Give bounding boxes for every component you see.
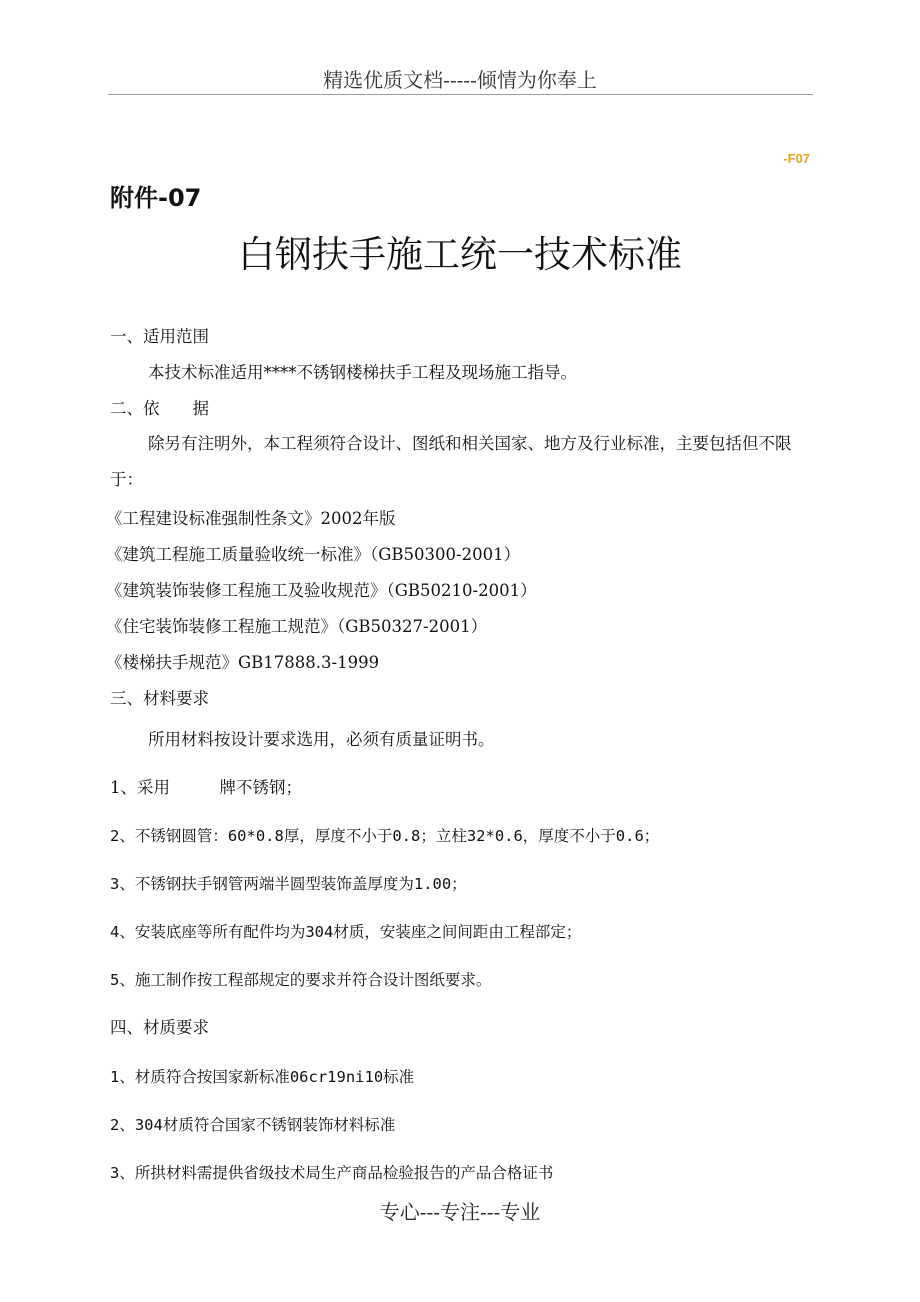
- reference-item: 《工程建设标准强制性条文》2002年版: [106, 509, 396, 528]
- reference-item: 《楼梯扶手规范》GB17888.3-1999: [106, 653, 380, 672]
- section-1-body: 本技术标准适用****不锈钢楼梯扶手工程及现场施工指导。: [148, 363, 577, 382]
- reference-item: 《住宅装饰装修工程施工规范》（GB50327-2001）: [106, 617, 488, 636]
- section-1-heading: 一、适用范围: [110, 327, 209, 346]
- material-item: 3、不锈钢扶手钢管两端半圆型装饰盖厚度为1.00；: [110, 875, 467, 893]
- section-2-heading: 二、依 据: [110, 399, 209, 418]
- section-2-body: 除另有注明外，本工程须符合设计、图纸和相关国家、地方及行业标准，主要包括但不限于：: [110, 434, 792, 489]
- reference-item: 《建筑装饰装修工程施工及验收规范》（GB50210-2001）: [106, 581, 537, 600]
- page-header: 精选优质文档-----倾情为你奉上: [323, 68, 597, 92]
- material-item: 4、安装底座等所有配件均为304材质，安装座之间间距由工程部定；: [110, 923, 582, 941]
- material-item: 1、采用 牌不锈钢；: [110, 778, 302, 797]
- attachment-label: 附件-07: [110, 184, 202, 212]
- section-3-body: 所用材料按设计要求选用，必须有质量证明书。: [148, 730, 495, 749]
- document-code: -F07: [783, 151, 810, 166]
- page-footer: 专心---专注---专业: [379, 1200, 541, 1224]
- quality-item: 2、304材质符合国家不锈钢装饰材料标准: [110, 1116, 396, 1134]
- quality-item: 3、所拱材料需提供省级技术局生产商品检验报告的产品合格证书: [110, 1164, 554, 1182]
- document-title: 白钢扶手施工统一技术标准: [238, 233, 682, 276]
- reference-item: 《建筑工程施工质量验收统一标准》（GB50300-2001）: [106, 545, 521, 564]
- material-item: 5、施工制作按工程部规定的要求并符合设计图纸要求。: [110, 971, 492, 989]
- section-4-heading: 四、材质要求: [110, 1018, 209, 1037]
- quality-item: 1、材质符合按国家新标准06cr19ni10标准: [110, 1068, 415, 1086]
- section-3-heading: 三、材料要求: [110, 689, 209, 708]
- header-divider: [108, 94, 813, 95]
- material-item: 2、不锈钢圆管：60*0.8厚，厚度不小于0.8；立柱32*0.6，厚度不小于0.6；: [110, 827, 660, 845]
